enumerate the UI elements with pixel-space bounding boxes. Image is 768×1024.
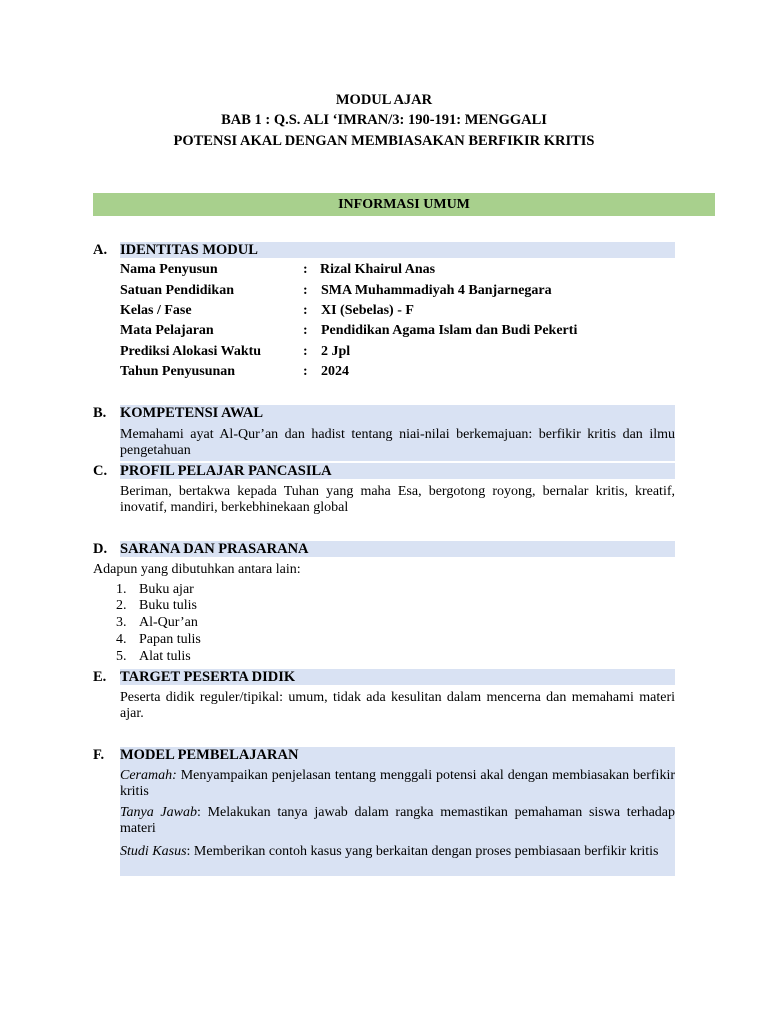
section-f-title: MODEL PEMBELAJARAN: [120, 747, 299, 763]
identity-value: Rizal Khairul Anas: [320, 262, 436, 277]
section-f-heading: [93, 747, 298, 763]
list-text: Alat tulis: [139, 649, 191, 664]
section-e-text: Peserta didik reguler/tipikal: umum, tidak ada kesulitan dalam mencerna dan memahami materi ajar.: [120, 690, 675, 721]
document-subtitle-line1: BAB 1 : Q.S. ALI ‘IMRAN/3: 190-191: MENGGALI: [221, 112, 547, 128]
model-item-ceramah: [120, 768, 675, 800]
list-number: 5.: [116, 649, 127, 664]
section-d-heading: [93, 541, 309, 557]
section-a-heading: [93, 242, 258, 258]
list-number: 4.: [116, 632, 127, 647]
list-number: 2.: [116, 598, 127, 613]
identity-colon: :: [303, 323, 308, 338]
model-description: Menyampaikan penjelasan tentang menggali potensi akal dengan membiasakan berfikir kritis: [120, 768, 675, 799]
identity-colon: :: [303, 364, 308, 379]
identity-value: SMA Muhammadiyah 4 Banjarnegara: [321, 283, 552, 298]
list-number: 1.: [116, 582, 127, 597]
section-e-letter: E.: [93, 669, 107, 685]
identity-colon: :: [303, 303, 308, 318]
document-title: MODUL AJAR: [335, 92, 433, 108]
identity-value: XI (Sebelas) - F: [321, 303, 414, 318]
list-item: [116, 582, 194, 598]
model-description: : Memberikan contoh kasus yang berkaitan dengan proses pembiasaan berfikir kritis: [186, 844, 659, 859]
list-text: Buku tulis: [139, 598, 197, 613]
list-text: Buku ajar: [139, 582, 194, 597]
model-item-tanya-jawab: [120, 805, 675, 837]
section-b-heading: [93, 405, 263, 421]
section-c-title: PROFIL PELAJAR PANCASILA: [120, 463, 332, 479]
identity-colon: :: [303, 283, 308, 298]
section-a-title: IDENTITAS MODUL: [120, 242, 258, 258]
identity-label: Prediksi Alokasi Waktu: [120, 344, 262, 359]
model-description: : Melakukan tanya jawab dalam rangka memastikan pemahaman siswa terhadap materi: [120, 805, 675, 836]
identity-value: 2 Jpl: [321, 344, 351, 359]
section-c-text: Beriman, bertakwa kepada Tuhan yang maha Esa, bergotong royong, bernalar kritis, kreatif, inovatif, mandiri, berkebhinekaan global: [120, 484, 675, 515]
section-c-letter: C.: [93, 463, 108, 479]
list-text: Papan tulis: [139, 632, 201, 647]
identity-colon: :: [303, 262, 308, 277]
section-b-text: Memahami ayat Al-Qur’an dan hadist tentang niai-nilai berkemajuan: berfikir kritis dan ilmu pengetahuan: [120, 427, 675, 458]
section-c-heading: [93, 463, 332, 479]
section-d-title: SARANA DAN PRASARANA: [120, 541, 309, 557]
identity-value: Pendidikan Agama Islam dan Budi Pekerti: [321, 323, 578, 338]
section-b-title: KOMPETENSI AWAL: [120, 405, 264, 421]
list-item: [116, 632, 201, 648]
model-term: Ceramah:: [120, 768, 177, 783]
section-d-letter: D.: [93, 541, 108, 557]
identity-label: Kelas / Fase: [120, 303, 192, 318]
section-e-heading: [93, 669, 295, 685]
identity-label: Mata Pelajaran: [120, 323, 214, 338]
section-f-letter: F.: [93, 747, 105, 763]
section-b-letter: B.: [93, 405, 107, 421]
document-subtitle-line2: POTENSI AKAL DENGAN MEMBIASAKAN BERFIKIR KRITIS: [173, 133, 595, 149]
list-item: [116, 649, 191, 665]
section-a-letter: A.: [93, 242, 108, 258]
identity-colon: :: [303, 344, 308, 359]
section-d-intro: Adapun yang dibutuhkan antara lain:: [93, 562, 301, 577]
identity-label: Nama Penyusun: [120, 262, 218, 277]
model-term: Studi Kasus: [120, 844, 187, 859]
identity-label: Tahun Penyusunan: [120, 364, 236, 379]
section-banner-informasi-umum: INFORMASI UMUM: [93, 193, 715, 216]
model-term: Tanya Jawab: [120, 805, 197, 820]
list-number: 3.: [116, 615, 127, 630]
identity-value: 2024: [321, 364, 349, 379]
model-item-studi-kasus: [120, 844, 675, 860]
identity-label: Satuan Pendidikan: [120, 283, 234, 298]
list-item: [116, 615, 198, 631]
list-text: Al-Qur’an: [139, 615, 198, 630]
list-item: [116, 598, 197, 614]
section-e-title: TARGET PESERTA DIDIK: [120, 669, 296, 685]
